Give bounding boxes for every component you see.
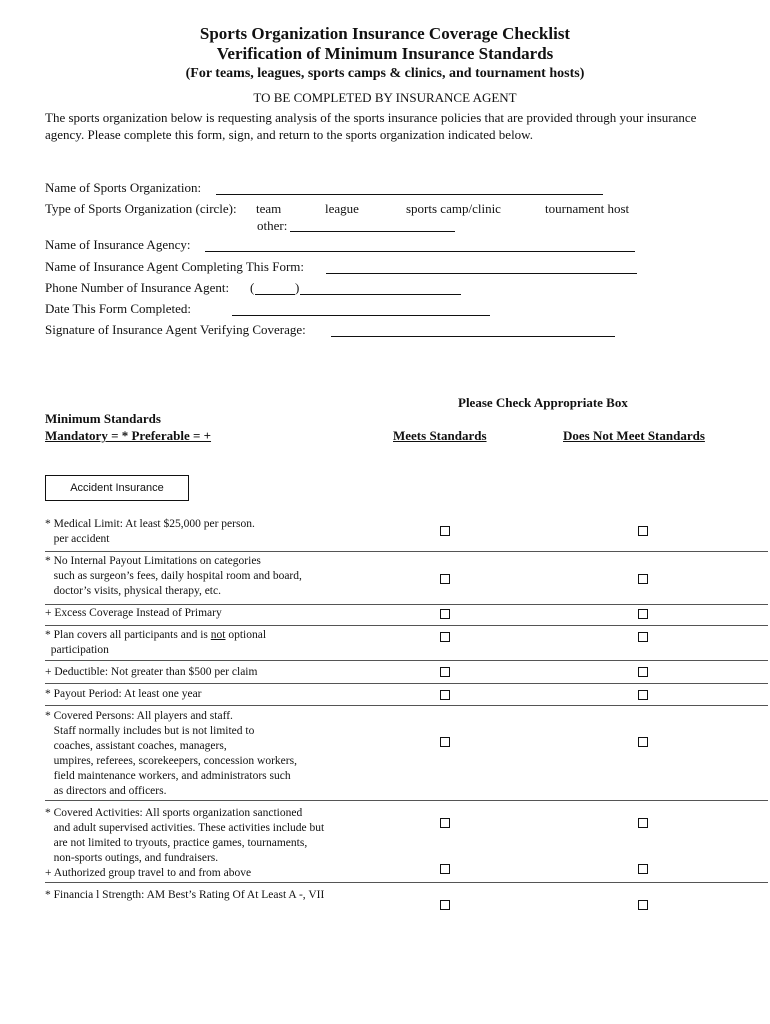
item-no-internal-limits: * No Internal Payout Limitations on categories such as surgeon’s fees, daily hospital room and board, doctor’s visits, physical therapy, etc.: [45, 555, 302, 597]
plan-covers-all-meets-checkbox[interactable]: [440, 632, 450, 642]
intro-paragraph: The sports organization below is requesting analysis of the sports insurance policies that are provided through your insurance agency. Please complete this form, sign, and return to the sports organization indicated below.: [45, 110, 697, 142]
no-internal-limits-meets-checkbox[interactable]: [440, 574, 450, 584]
org-type-option-tournament[interactable]: tournament host: [545, 201, 630, 216]
payout-period-meets-checkbox[interactable]: [440, 690, 450, 700]
payout-period-not-meets-checkbox[interactable]: [638, 690, 648, 700]
excess-coverage-not-meets-checkbox[interactable]: [638, 609, 648, 619]
legend-heading: Mandatory = * Preferable = +: [45, 428, 212, 443]
org-type-option-team[interactable]: team: [256, 201, 282, 216]
phone-area-code-line[interactable]: [255, 294, 295, 295]
no-internal-limits-not-meets-checkbox[interactable]: [638, 574, 648, 584]
form-title-line-2: Verification of Minimum Insurance Standards: [216, 44, 554, 63]
signature-line[interactable]: [331, 336, 615, 337]
group-travel-not-meets-checkbox[interactable]: [638, 864, 648, 874]
medical-limit-not-meets-checkbox[interactable]: [638, 526, 648, 536]
org-type-option-league[interactable]: league: [325, 201, 359, 216]
row-separator: [45, 551, 768, 552]
covered-activities-meets-checkbox[interactable]: [440, 818, 450, 828]
row-separator: [45, 625, 768, 626]
form-title-line-1: Sports Organization Insurance Coverage Checklist: [199, 24, 571, 43]
org-type-other-line[interactable]: [290, 231, 455, 232]
org-type-other-label: other:: [257, 218, 288, 233]
org-name-label: Name of Sports Organization:: [45, 180, 202, 195]
agent-name-line[interactable]: [326, 273, 637, 274]
item-covered-persons: * Covered Persons: All players and staff. Staff normally includes but is not limited to coaches, assistant coaches, managers, umpires, referees, scorekeepers, concession workers, field maintenance workers, and administrators such as directors and officers.: [45, 710, 297, 797]
financial-strength-not-meets-checkbox[interactable]: [638, 900, 648, 910]
deductible-not-meets-checkbox[interactable]: [638, 667, 648, 677]
meets-standards-header: Meets Standards: [393, 428, 487, 443]
signature-label: Signature of Insurance Agent Verifying Coverage:: [45, 322, 306, 337]
item-payout-period: * Payout Period: At least one year: [45, 688, 202, 700]
item-medical-limit: * Medical Limit: At least $25,000 per person. per accident: [45, 518, 255, 545]
row-separator: [45, 683, 768, 684]
item-financial-strength: * Financia l Strength: AM Best’s Rating Of At Least A -, VII: [45, 889, 325, 901]
please-check-heading: Please Check Appropriate Box: [458, 395, 628, 410]
deductible-meets-checkbox[interactable]: [440, 667, 450, 677]
item-covered-activities: * Covered Activities: All sports organization sanctioned and adult supervised activities. These activities include but are not limited to tryouts, practice games, tournaments, non-sports outings, and fundraisers.: [45, 807, 325, 864]
item-excess-coverage: + Excess Coverage Instead of Primary: [45, 607, 222, 619]
row-separator: [45, 705, 768, 706]
date-completed-label: Date This Form Completed:: [45, 301, 191, 316]
item-group-travel: + Authorized group travel to and from above: [45, 867, 252, 879]
group-travel-meets-checkbox[interactable]: [440, 864, 450, 874]
covered-persons-not-meets-checkbox[interactable]: [638, 737, 648, 747]
agent-instruction: TO BE COMPLETED BY INSURANCE AGENT: [253, 90, 517, 105]
covered-activities-not-meets-checkbox[interactable]: [638, 818, 648, 828]
not-meets-standards-header: Does Not Meet Standards: [563, 428, 705, 443]
excess-coverage-meets-checkbox[interactable]: [440, 609, 450, 619]
form-subtitle: (For teams, leagues, sports camps & clinics, and tournament hosts): [185, 66, 585, 81]
org-name-line[interactable]: [216, 194, 603, 195]
section-accident-insurance: [45, 475, 189, 501]
phone-number-line[interactable]: [300, 294, 461, 295]
agency-name-label: Name of Insurance Agency:: [45, 237, 191, 252]
financial-strength-meets-checkbox[interactable]: [440, 900, 450, 910]
phone-paren-open: (: [250, 280, 255, 295]
section-accident-insurance-label: Accident Insurance: [70, 482, 164, 494]
covered-persons-meets-checkbox[interactable]: [440, 737, 450, 747]
row-separator: [45, 604, 768, 605]
org-type-label: Type of Sports Organization (circle):: [45, 201, 237, 216]
agency-name-line[interactable]: [205, 251, 635, 252]
item-deductible: + Deductible: Not greater than $500 per claim: [45, 666, 258, 678]
org-type-option-camp[interactable]: sports camp/clinic: [406, 201, 501, 216]
agent-name-label: Name of Insurance Agent Completing This Form:: [45, 259, 304, 274]
item-plan-covers-all: * Plan covers all participants and is not optional participation: [45, 629, 267, 656]
phone-paren-close: ): [295, 280, 300, 295]
row-separator: [45, 882, 768, 883]
min-standards-heading: Minimum Standards: [45, 411, 161, 426]
agent-phone-label: Phone Number of Insurance Agent:: [45, 280, 230, 295]
medical-limit-meets-checkbox[interactable]: [440, 526, 450, 536]
plan-covers-all-not-meets-checkbox[interactable]: [638, 632, 648, 642]
row-separator: [45, 660, 768, 661]
row-separator: [45, 800, 768, 801]
date-completed-line[interactable]: [232, 315, 490, 316]
